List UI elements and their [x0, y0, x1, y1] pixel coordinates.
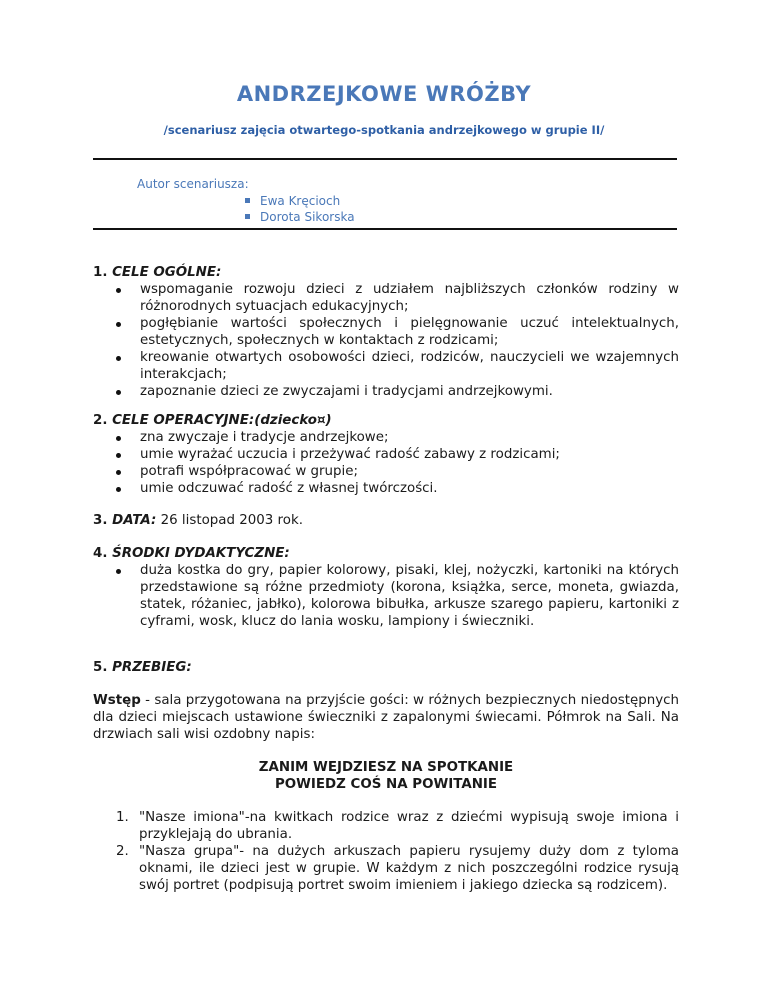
list-item: 2. "Nasza grupa"- na dużych arkuszach papieru rysujemy duży dom z tyloma oknami, ile dzieci jest w grupie. W każdym z nich poszczególni rodzice rysują swój portret (podpisują portret swoim imieniem i jakiego dziecka są rodzicem).	[116, 844, 679, 893]
author-item: Ewa Kręcioch	[245, 194, 340, 208]
intro-paragraph: Wstęp - sala przygotowana na przyjście gości: w różnych bezpiecznych niedostępnych dla dzieci miejscach ustawione świeczniki z zapalonymi świecami. Półmrok na Sali. Na drzwiach sali wisi ozdobny napis:	[93, 693, 679, 742]
list-item: zna zwyczaje i tradycje andrzejkowe;	[93, 429, 679, 446]
section-data: 3. DATA: 26 listopad 2003 rok.	[93, 513, 303, 528]
bullet-list	[93, 562, 679, 630]
list-item: zapoznanie dzieci ze zwyczajami i tradycjami andrzejkowymi.	[93, 383, 679, 400]
section-heading: DATA:	[112, 513, 157, 528]
steps-list	[93, 809, 679, 894]
sign-line: POWIEDZ COŚ NA POWITANIE	[274, 777, 498, 792]
section-przebieg	[93, 659, 679, 676]
section-heading: 1. CELE OGÓLNE:	[93, 265, 222, 280]
door-sign	[93, 759, 679, 793]
sign-line: ZANIM WEJDZIESZ NA SPOTKANIE	[258, 760, 514, 775]
document-subtitle: /scenariusz zajęcia otwartego-spotkania andrzejkowego w grupie II/	[163, 123, 605, 137]
list-item: duża kostka do gry, papier kolorowy, pisaki, klej, nożyczki, kartoniki na których przedstawione są różne przedmioty (korona, książka, serce, moneta, gwiazda, statek, różaniec, jabłko), kolorowa bibułka, arkusze szarego papieru, kartoniki z cyframi, wosk, klucz do lania wosku, lampiony i świeczniki.	[93, 562, 679, 630]
list-item: kreowanie otwartych osobowości dzieci, rodziców, nauczycieli we wzajemnych interakcjach;	[93, 349, 679, 383]
list-item: umie wyrażać uczucia i przeżywać radość zabawy z rodzicami;	[93, 446, 679, 463]
list-item: wspomaganie rozwoju dzieci z udziałem najbliższych członków rodziny w różnorodnych sytuacjach edukacyjnych;	[93, 281, 679, 315]
section-cele-ogolne	[93, 264, 679, 400]
document-title: ANDRZEJKOWE WRÓŻBY	[236, 82, 532, 106]
list-item: potrafi współpracować w grupie;	[93, 463, 679, 480]
section-heading: 2. CELE OPERACYJNE:(dziecko¤)	[93, 413, 332, 428]
date-value: 26 listopad 2003 rok.	[160, 513, 303, 528]
section-srodki	[93, 545, 679, 630]
section-heading: 5. PRZEBIEG:	[93, 660, 192, 675]
bullet-list	[93, 429, 679, 497]
list-item: 1. "Nasze imiona"-na kwitkach rodzice wraz z dziećmi wypisują swoje imiona i przyklejają do ubrania.	[116, 810, 679, 842]
bullet-list	[93, 281, 679, 400]
list-item: umie odczuwać radość z własnej twórczości.	[93, 480, 679, 497]
intro-lead: Wstęp	[93, 693, 141, 708]
section-cele-operacyjne	[93, 412, 679, 497]
square-bullet-icon	[245, 214, 250, 219]
top-divider	[93, 158, 677, 160]
section-heading: 4. ŚRODKI DYDAKTYCZNE:	[93, 546, 290, 561]
author-item: Dorota Sikorska	[245, 210, 355, 224]
list-item: pogłębianie wartości społecznych i pielęgnowanie uczuć intelektualnych, estetycznych, społecznych w kontaktach z rodzicami;	[93, 315, 679, 349]
bottom-divider	[93, 228, 677, 230]
author-label: Autor scenariusza:	[137, 177, 249, 191]
square-bullet-icon	[245, 198, 250, 203]
